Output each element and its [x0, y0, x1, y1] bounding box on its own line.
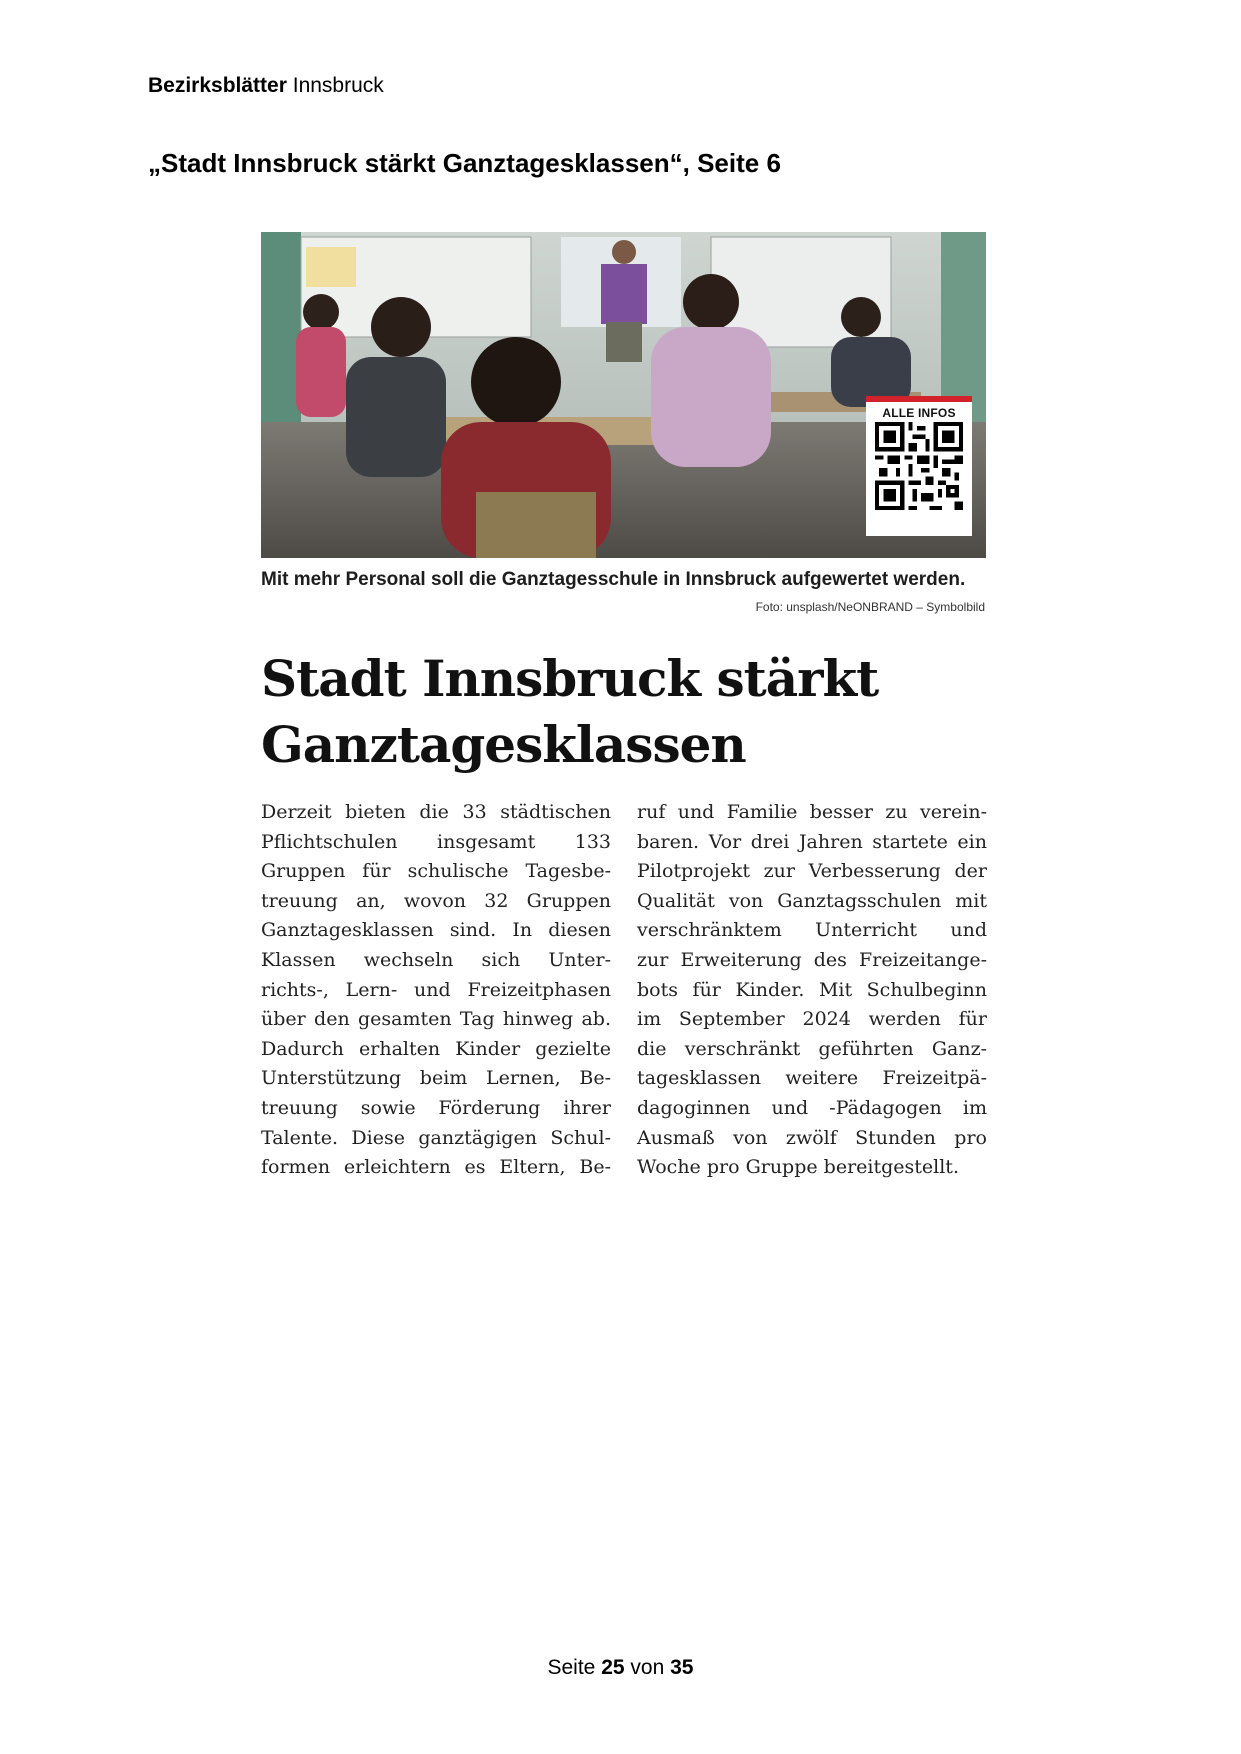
footer-separator: von [630, 1656, 665, 1679]
publication-location: Innsbruck [292, 74, 384, 97]
body-line: bots für Kinder. Mit Schulbeginn [637, 978, 987, 1001]
footer-prefix: Seite [547, 1656, 596, 1679]
article-headline [261, 646, 1001, 778]
body-line: Gruppen für schulische Tagesbe- [261, 860, 611, 883]
publication-name: Bezirksblätter [148, 74, 287, 97]
body-line: verschränktem Unterricht und [637, 919, 987, 942]
body-line: zur Erweiterung des Freizeitange- [637, 948, 987, 971]
body-line: treuung an, wovon 32 Gruppen [261, 889, 611, 912]
body-line: Derzeit bieten die 33 städtischen [261, 801, 611, 823]
body-line: Qualität von Ganztagsschulen mit [637, 889, 987, 912]
body-line: ruf und Familie besser zu verein- [637, 801, 987, 823]
clip-title: „Stadt Innsbruck stärkt Ganztagesklassen“, Seite 6 [148, 148, 781, 178]
body-line: Pilotprojekt zur Verbesserung der [637, 860, 987, 883]
body-line: Ganztagesklassen sind. In diesen [261, 919, 611, 942]
body-line: Woche pro Gruppe bereitgestellt. [637, 1156, 959, 1179]
body-line: Klassen wechseln sich Unter- [261, 948, 611, 971]
body-column-right [637, 798, 987, 1183]
photo-caption: Mit mehr Personal soll die Ganztagesschule in Innsbruck aufgewertet werden. [261, 569, 966, 590]
body-line: die verschränkt geführten Ganz- [637, 1037, 987, 1060]
body-line: tagesklassen weitere Freizeitpä- [637, 1067, 987, 1090]
body-column-left [261, 798, 611, 1183]
photo-credit: Foto: unsplash/NeONBRAND – Symbolbild [755, 600, 985, 614]
qr-label: ALLE INFOS [882, 406, 956, 420]
body-line: richts-, Lern- und Freizeitphasen [261, 978, 611, 1001]
qr-code-icon [875, 422, 963, 510]
article-photo [261, 232, 986, 558]
page-footer [0, 1656, 1241, 1680]
footer-current-page: 25 [601, 1656, 625, 1679]
body-line: Dadurch erhalten Kinder gezielte [261, 1037, 611, 1060]
body-line: dagoginnen und -Pädagogen im [637, 1096, 987, 1119]
body-line: Unterstützung beim Lernen, Be- [261, 1067, 611, 1090]
body-line: über den gesamten Tag hinweg ab. [261, 1008, 611, 1031]
body-line: treuung sowie Förderung ihrer [261, 1096, 611, 1119]
page-header [148, 72, 384, 100]
body-line: Pflichtschulen insgesamt 133 [261, 830, 611, 853]
body-line: Ausmaß von zwölf Stunden pro [637, 1126, 987, 1149]
body-line: baren. Vor drei Jahren startete ein [637, 830, 987, 853]
body-line: Talente. Diese ganztägigen Schul- [261, 1126, 611, 1149]
body-line: formen erleichtern es Eltern, Be- [261, 1156, 611, 1179]
headline-line: Ganztagesklassen [261, 715, 746, 774]
body-line: im September 2024 werden für [637, 1008, 987, 1031]
footer-total-pages: 35 [670, 1656, 694, 1679]
headline-line: Stadt Innsbruck stärkt [261, 649, 879, 708]
qr-code-box[interactable] [866, 396, 972, 536]
